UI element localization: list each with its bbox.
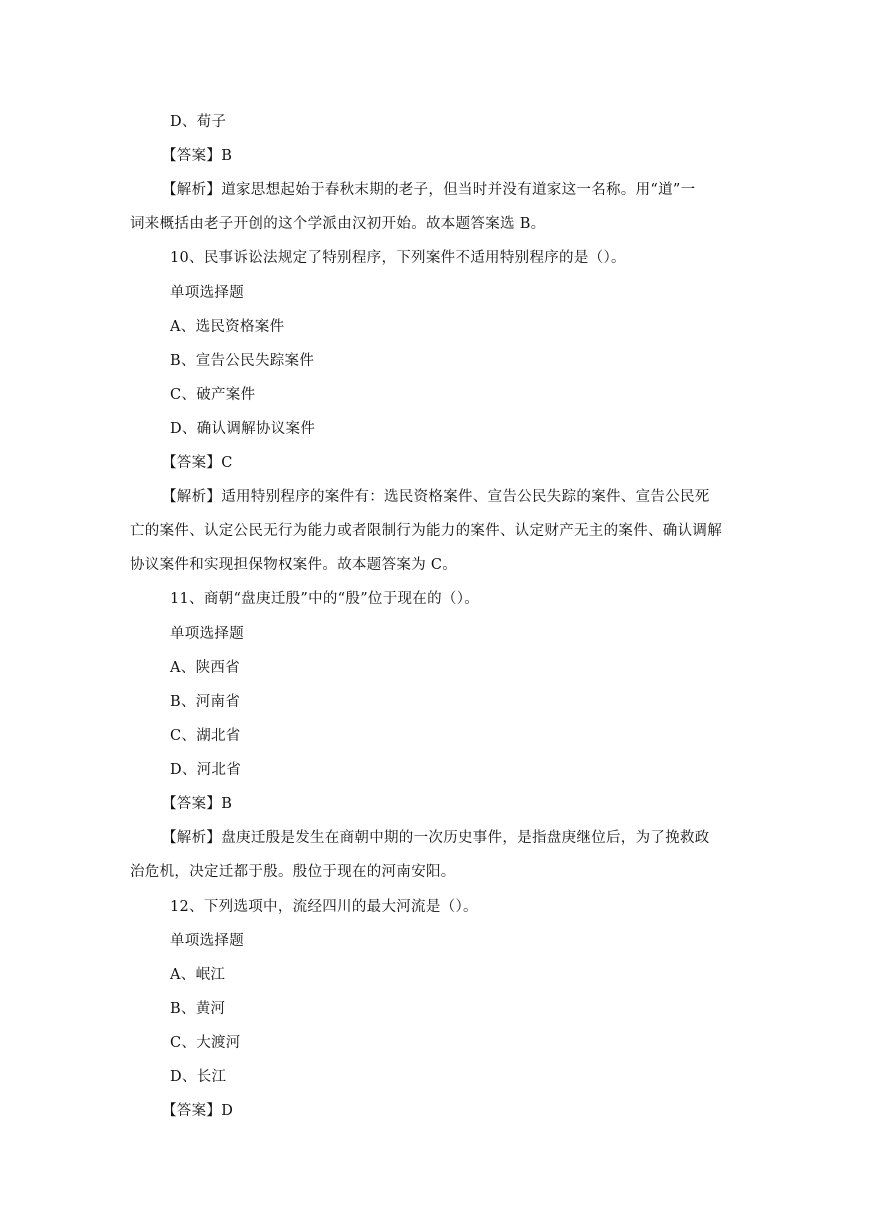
option-d-q10: D、确认调解协议案件 xyxy=(170,421,316,437)
question-type-q11: 单项选择题 xyxy=(170,626,244,642)
answer-q10: 【答案】C xyxy=(162,455,233,471)
analysis-q10-line2: 亡的案件、认定公民无行为能力或者限制行为能力的案件、认定财产无主的案件、确认调解 xyxy=(130,523,722,539)
answer-q11: 【答案】B xyxy=(162,796,233,812)
option-b-q10: B、宣告公民失踪案件 xyxy=(170,353,315,369)
question-12: 12、下列选项中，流经四川的最大河流是（）。 xyxy=(170,899,478,915)
question-11: 11、商朝“盘庚迁殷”中的“殷”位于现在的（）。 xyxy=(170,591,480,607)
option-c-q12: C、大渡河 xyxy=(170,1035,241,1051)
analysis-q9-line2: 词来概括由老子开创的这个学派由汉初开始。故本题答案选 B。 xyxy=(130,216,546,232)
option-c-q10: C、破产案件 xyxy=(170,387,256,403)
analysis-q11-line1: 【解析】盘庚迁殷是发生在商朝中期的一次历史事件，是指盘庚继位后，为了挽救政 xyxy=(162,830,710,846)
analysis-q11-line2: 治危机，决定迁都于殷。殷位于现在的河南安阳。 xyxy=(130,864,456,880)
answer-q12: 【答案】D xyxy=(162,1103,234,1119)
option-a-q10: A、选民资格案件 xyxy=(170,319,285,335)
analysis-q10-line3: 协议案件和实现担保物权案件。故本题答案为 C。 xyxy=(130,557,458,573)
answer-q9: 【答案】B xyxy=(162,148,233,164)
option-a-q12: A、岷江 xyxy=(170,967,226,983)
option-d-q12: D、长江 xyxy=(170,1069,227,1085)
option-c-q11: C、湖北省 xyxy=(170,728,241,744)
question-type-q12: 单项选择题 xyxy=(170,933,244,949)
analysis-q10-line1: 【解析】适用特别程序的案件有：选民资格案件、宣告公民失踪的案件、宣告公民死 xyxy=(162,489,710,505)
option-b-q11: B、河南省 xyxy=(170,694,241,710)
option-d-q11: D、河北省 xyxy=(170,762,242,778)
option-a-q11: A、陕西省 xyxy=(170,660,240,676)
option-b-q12: B、黄河 xyxy=(170,1001,226,1017)
analysis-q9-line1: 【解析】道家思想起始于春秋末期的老子，但当时并没有道家这一名称。用“道”一 xyxy=(162,182,696,198)
question-10: 10、民事诉讼法规定了特别程序，下列案件不适用特别程序的是（）。 xyxy=(170,250,626,266)
option-d-q9: D、荀子 xyxy=(170,114,227,130)
question-type-q10: 单项选择题 xyxy=(170,285,244,301)
